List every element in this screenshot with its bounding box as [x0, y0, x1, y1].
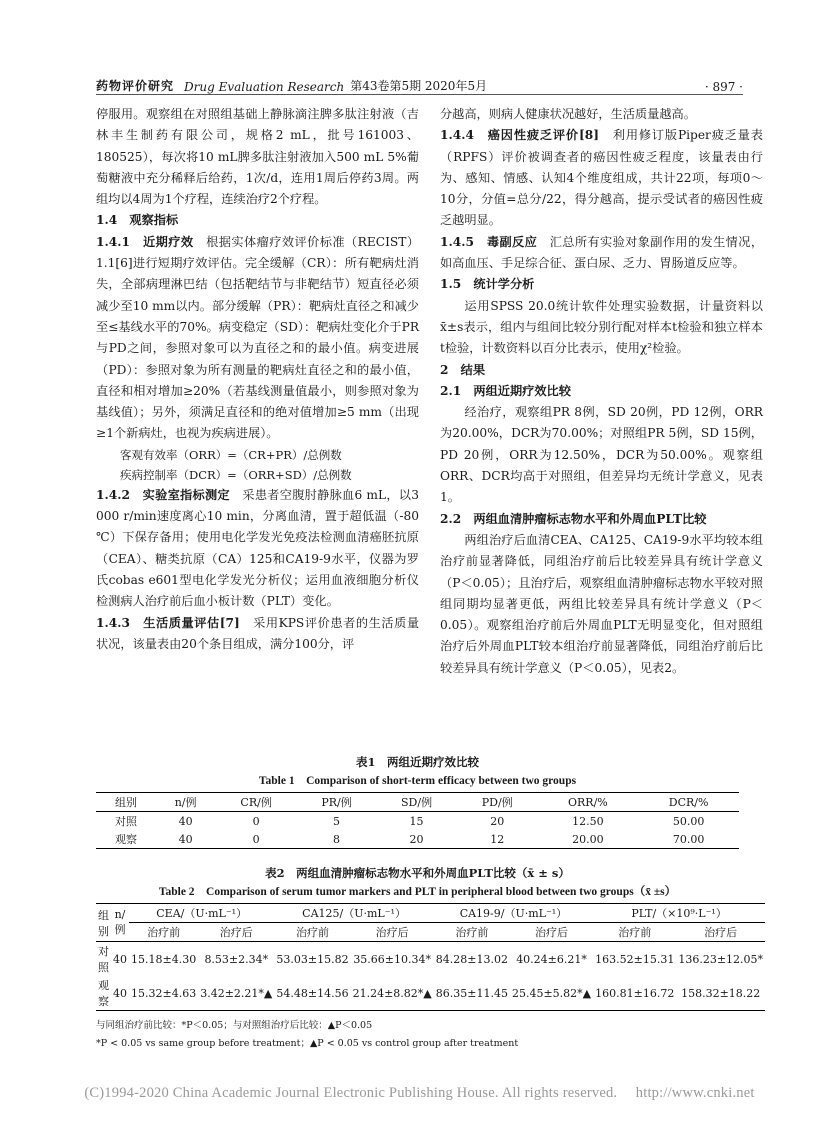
table-header: 治疗后 [704, 926, 738, 939]
table-cell: 136.23±12.05* [678, 952, 764, 966]
page-number: · 897 · [704, 80, 743, 94]
paragraph [440, 232, 763, 275]
table-header: ORR/% [567, 795, 608, 809]
subsection-heading: 1.4.4 癌因性疲乏评价[8] [440, 128, 599, 143]
paragraph-text: 汇总所有实验对象副作用的发生情况，如高血压、手足综合征、蛋白尿、乏力、胃肠道反应等。 [440, 234, 764, 271]
journal-logo: 药物评价研究 [96, 79, 175, 93]
table1 [96, 792, 739, 849]
formula-dcr: 疾病控制率（DCR）=（ORR+SD）/总例数 [120, 467, 352, 482]
table-header: CA19-9/（U·mL⁻¹） [434, 904, 593, 923]
table-cell: 40 [113, 952, 127, 966]
paragraph: 两组治疗后血清CEA、CA125、CA19-9水平均较本组治疗前显著降低，同组治疗前后比较差异具有统计学意义（P＜0.05）；且治疗后，观察组血清肿瘤标志物水平较对照组同期均显著更低，两组比较差异具有统计学意义（P＜0.05）。观察组治疗前后外周血PLT无明显变化，但对照组治疗后外周血PLT较本组治疗前显著降低，同组治疗前后比较差异具有统计学意义（P＜0.05），见表2。 [440, 532, 763, 675]
table-header: 治疗前 [455, 926, 489, 939]
table-cell: 70.00 [672, 832, 705, 846]
section-heading: 2.2 两组血清肿瘤标志物水平和外周血PLT比较 [440, 511, 707, 526]
paragraph: 运用SPSS 20.0统计软件处理实验数据，计量资料以x̄±s表示，组内与组间比较分别行配对样本t检验和独立样本t检验，计数资料以百分比表示，使用χ²检验。 [440, 298, 763, 356]
table-cell: 对照 [114, 815, 137, 828]
paragraph [96, 232, 419, 445]
table-header: 治疗后 [219, 926, 253, 939]
left-column [96, 104, 419, 655]
paragraph-text: 采用KPS评价患者的生活质量状况，该量表由20个条目组成，满分100分，评 [96, 615, 420, 651]
table2-caption-en: Table 2 Comparison of serum tumor markers and PLT in peripheral blood between two groups（x̄ ±s） [158, 886, 677, 898]
table-cell: 40 [178, 814, 193, 828]
table-cell: 20 [490, 814, 505, 828]
table1-caption-cn: 表1 两组近期疗效比较 [355, 755, 479, 769]
page-header [96, 74, 743, 95]
table-cell: 53.03±15.82 [276, 952, 349, 966]
table-cell: 40 [178, 832, 193, 846]
table-note-en: *P < 0.05 vs same group before treatment；▲P < 0.05 vs control group after treatment [96, 1038, 519, 1049]
paragraph [440, 125, 763, 231]
table-header: DCR/% [668, 795, 709, 809]
table-cell: 5 [333, 814, 341, 828]
section-heading: 1.4 观察指标 [96, 213, 179, 228]
paragraph: 分越高，则病人健康状况越好，生活质量越高。 [440, 107, 696, 121]
section-heading: 1.5 统计学分析 [440, 277, 535, 292]
table-header: n/例 [111, 904, 129, 942]
table2-caption-cn: 表2 两组血清肿瘤标志物水平和外周血PLT比较（x̄ ± s） [265, 866, 570, 880]
table-cell: 0 [252, 832, 260, 846]
subsection-heading: 1.4.3 生活质量评估[7] [96, 615, 240, 630]
table-cell: 25.45±5.82*▲ [511, 986, 592, 1000]
table-header: SD/例 [401, 796, 433, 809]
paragraph: 停服用。观察组在对照组基础上静脉滴注脾多肽注射液（吉林丰生制药有限公司，规格2 mL，批号161003、180525），每次将10 mL脾多肽注射液加入500 mL 5%葡萄糖液中充分稀释后给药，1次/d，连用1周后停药3周。两组均以4周为1个疗程，连续治疗2个疗程。 [96, 107, 419, 207]
table-cell: 86.35±11.45 [435, 986, 508, 1000]
formula-orr: 客观有效率（ORR）=（CR+PR）/总例数 [120, 447, 342, 462]
table2 [96, 903, 765, 1011]
table-cell: 20 [409, 832, 424, 846]
paragraph [96, 485, 419, 613]
tables-area [96, 746, 764, 1053]
table-cell: 观察 [98, 979, 109, 1008]
table-header: 治疗前 [295, 926, 329, 939]
table-cell: 观察 [114, 833, 137, 846]
table-cell: 对照 [98, 945, 109, 974]
paragraph-text: 根据实体瘤疗效评价标准（RECIST）1.1[6]进行短期疗效评估。完全缓解（CR）：所有靶病灶消失，全部病理淋巴结（包括靶结节与非靶结节）短直径必须减少至10 mm以内。部分缓解（PR）：靶病灶直径之和减少至≤基线水平的70%。病变稳定（SD）：靶病灶变化介于PR与PD之间，参照对象可以为直径之和的最小值。病变进展（PD）：参照对象为所有测量的靶病灶直径之和的最小值，直径和相对增加≥20%（若基线测量值最小，则参照对象为基线值）；另外，须满足直径和的绝对值增加≥5 mm（出现≥1个新病灶，也视为疾病进展）。 [96, 234, 420, 441]
paragraph-text: 利用修订版Piper疲乏量表（RPFS）评价被调查者的癌因性疲乏程度，该量表由行为、感知、情感、认知4个维度组成，共计22项，每项0～10分，分值=总分/22，得分越高，提示受试者的癌因性疲乏越明显。 [440, 128, 763, 228]
table-note-cn: 与同组治疗前比较：*P＜0.05；与对照组治疗后比较：▲P＜0.05 [96, 1020, 373, 1031]
subsection-heading: 1.4.5 毒副反应 [440, 234, 538, 249]
table-cell: 20.00 [572, 832, 604, 846]
section-heading: 2 结果 [440, 362, 486, 377]
table-header: PLT/（×10⁹·L⁻¹） [593, 904, 765, 923]
table-cell: 15.18±4.30 [131, 952, 197, 966]
table-cell: 8 [333, 832, 341, 846]
table-header: CEA/（U·mL⁻¹） [129, 904, 274, 923]
table-row [96, 830, 739, 849]
paragraph: 经治疗，观察组PR 8例，SD 20例，PD 12例，ORR为20.00%，DCR为70.00%；对照组PR 5例，SD 15例，PD 20例，ORR为12.50%，DCR为50.00%。观察组ORR、DCR均高于对照组，但差异均无统计学意义，见表1。 [440, 405, 763, 505]
table-header: PR/例 [321, 796, 352, 809]
table-row [96, 942, 765, 977]
table-header: 治疗前 [618, 926, 652, 939]
table-header: n/例 [174, 796, 197, 809]
table-header: 组别 [96, 904, 111, 942]
right-column [440, 104, 763, 679]
table-cell: 3.42±2.21*▲ [200, 986, 273, 1000]
table-cell: 21.24±8.82*▲ [352, 986, 432, 1000]
table-cell: 40 [113, 986, 127, 1000]
journal-name: Drug Evaluation Research [184, 80, 345, 94]
table2-notes [96, 1017, 739, 1053]
subsection-heading: 1.4.1 近期疗效 [96, 234, 194, 249]
table-header: 组别 [114, 796, 137, 809]
table-header: CR/例 [240, 796, 272, 809]
table1-caption-en: Table 1 Comparison of short-term efficacy between two groups [258, 775, 577, 787]
table-header: 治疗后 [535, 926, 569, 939]
paragraph [96, 613, 419, 656]
subsection-heading: 1.4.2 实验室指标测定 [96, 487, 230, 502]
table-header: CA125/（U·mL⁻¹） [274, 904, 433, 923]
table-cell: 84.28±13.02 [435, 952, 508, 966]
table-cell: 158.32±18.22 [681, 986, 761, 1000]
table-cell: 50.00 [672, 814, 705, 828]
table-row [96, 812, 739, 831]
issue-info: 第43卷第5期 2020年5月 [350, 79, 488, 93]
table-cell: 40.24±6.21* [516, 952, 587, 966]
table-cell: 12 [490, 832, 505, 846]
section-heading: 2.1 两组近期疗效比较 [440, 383, 571, 398]
table-cell: 0 [252, 814, 260, 828]
table-header: 治疗前 [147, 926, 181, 939]
paragraph-text: 采患者空腹肘静脉血6 mL，以3 000 r/min速度离心10 min，分离血清，置于超低温（-80 ℃）下保存备用；使用电化学发光免疫法检测血清癌胚抗原（CEA）、糖类抗原（CA）125和CA19-9水平，仪器为罗氏cobas e601型电化学发光分析仪；运用血液细胞分析仪检测病人治疗前后血小板计数（PLT）变化。 [96, 487, 419, 609]
copyright-footer: (C)1994-2020 China Academic Journal Electronic Publishing House. All rights reserved. http://www.cnki.net [84, 1085, 755, 1101]
table-cell: 163.52±15.31 [595, 952, 675, 966]
table-header: 治疗后 [375, 926, 409, 939]
table-row [96, 976, 765, 1011]
table-cell: 160.81±16.72 [595, 986, 675, 1000]
table-cell: 12.50 [572, 814, 604, 828]
table-cell: 35.66±10.34* [353, 952, 432, 966]
table-header: PD/例 [481, 796, 513, 809]
table-cell: 15.32±4.63 [131, 986, 197, 1000]
table-cell: 54.48±14.56 [276, 986, 349, 1000]
table-cell: 8.53±2.34* [204, 952, 269, 966]
table-cell: 15 [409, 814, 424, 828]
